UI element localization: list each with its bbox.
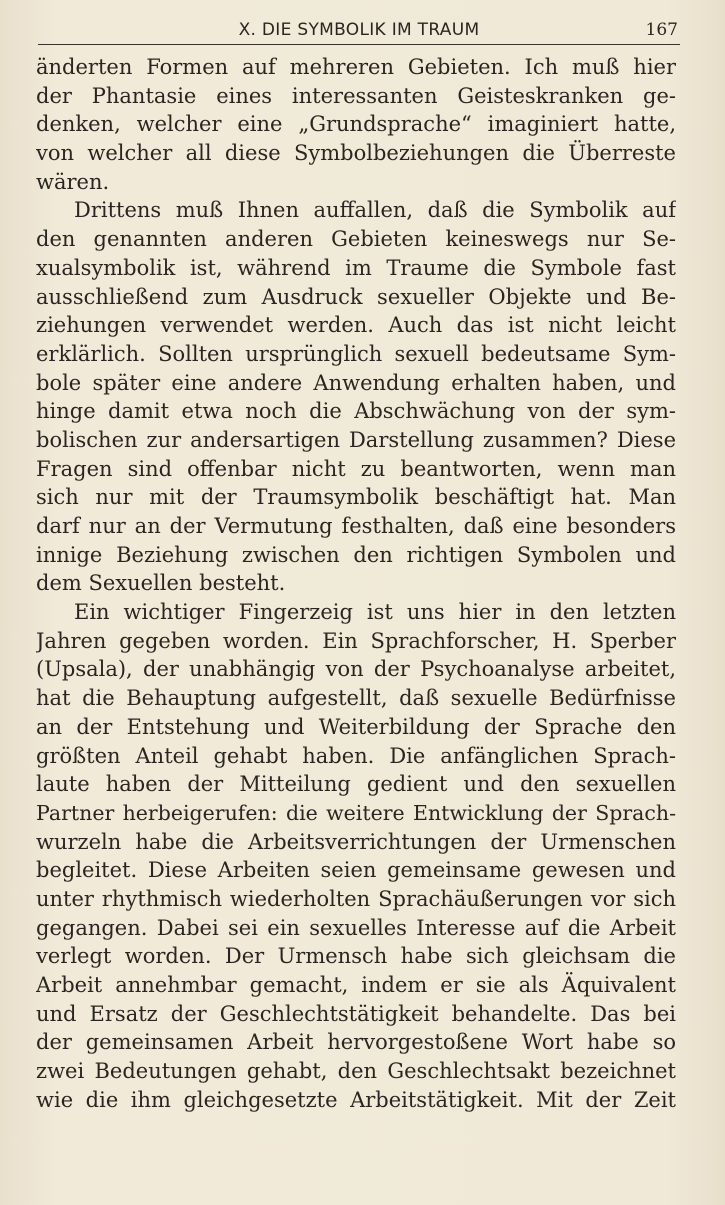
text-line: hat die Behauptung aufgestellt, daß sexuelle Bedürfnisse xyxy=(36,686,676,711)
text-line: größten Anteil gehabt haben. Die anfänglichen Sprach- xyxy=(36,743,676,768)
running-head: X. DIE SYMBOLIK IM TRAUM xyxy=(238,20,480,40)
text-line: an der Entstehung und Weiterbildung der Sprache den xyxy=(36,714,676,739)
text-line: (Upsala), der unabhängig von der Psychoanalyse arbeitet, xyxy=(36,657,676,682)
text-line: zwei Bedeutungen gehabt, den Geschlechtsakt bezeichnet xyxy=(36,1059,676,1084)
text-line: Fragen sind offenbar nicht zu beantworten, wenn man xyxy=(36,456,676,481)
text-line: wurzeln habe die Arbeitsverrichtungen der Urmenschen xyxy=(36,829,676,854)
text-line: laute haben der Mitteilung gedient und den sexuellen xyxy=(36,772,676,797)
text-line: xualsymbolik ist, während im Traume die Symbole fast xyxy=(36,255,676,280)
text-line: sich nur mit der Traumsymbolik beschäftigt hat. Man xyxy=(36,485,676,510)
text-line: und Ersatz der Geschlechtstätigkeit behandelte. Das bei xyxy=(36,1001,676,1026)
text-line: Drittens muß Ihnen auffallen, daß die Symbolik auf xyxy=(74,198,676,223)
text-line: begleitet. Diese Arbeiten seien gemeinsame gewesen und xyxy=(36,858,676,883)
text-line: gegangen. Dabei sei ein sexuelles Interesse auf die Arbeit xyxy=(36,915,676,940)
text-line: bolischen zur andersartigen Darstellung zusammen? Diese xyxy=(36,427,676,452)
text-line: den genannten anderen Gebieten keineswegs nur Se- xyxy=(36,227,676,252)
text-line: denken, welcher eine „Grundsprache“ imaginiert hatte, xyxy=(36,112,676,137)
text-line: Ein wichtiger Fingerzeig ist uns hier in den letzten xyxy=(74,600,676,625)
text-line: wie die ihm gleichgesetzte Arbeitstätigkeit. Mit der Zeit xyxy=(36,1087,676,1112)
text-line: hinge damit etwa noch die Abschwächung von der sym- xyxy=(36,399,676,424)
text-line: der gemeinsamen Arbeit hervorgestoßene Wort habe so xyxy=(36,1030,676,1055)
page-number: 167 xyxy=(645,20,678,40)
text-line: unter rhythmisch wiederholten Sprachäußerungen vor sich xyxy=(36,886,676,911)
text-line: Partner herbeigerufen: die weitere Entwicklung der Sprach- xyxy=(36,800,676,825)
text-line: ziehungen verwendet werden. Auch das ist nicht leicht xyxy=(36,313,676,338)
text-line: Jahren gegeben worden. Ein Sprachforscher, H. Sperber xyxy=(36,628,676,653)
text-line: bole später eine andere Anwendung erhalten haben, und xyxy=(36,370,676,395)
text-line: der Phantasie eines interessanten Geisteskranken ge- xyxy=(36,83,676,108)
text-line: erklärlich. Sollten ursprünglich sexuell bedeutsame Sym- xyxy=(36,341,676,366)
text-line: wären. xyxy=(36,169,110,194)
text-line: dem Sexuellen besteht. xyxy=(36,571,286,596)
text-line: verlegt worden. Der Urmensch habe sich gleichsam die xyxy=(36,944,676,969)
body-text xyxy=(36,53,676,1114)
text-line: darf nur an der Vermutung festhalten, daß eine besonders xyxy=(36,514,676,538)
page-header xyxy=(38,18,680,45)
text-line: innige Beziehung zwischen den richtigen Symbolen und xyxy=(36,542,676,567)
text-line: von welcher all diese Symbolbeziehungen die Überreste xyxy=(36,141,676,166)
text-line: Arbeit annehmbar gemacht, indem er sie als Äquivalent xyxy=(36,973,676,997)
text-line: ausschließend zum Ausdruck sexueller Objekte und Be- xyxy=(36,284,676,309)
text-line: änderten Formen auf mehreren Gebieten. Ich muß hier xyxy=(36,55,676,79)
